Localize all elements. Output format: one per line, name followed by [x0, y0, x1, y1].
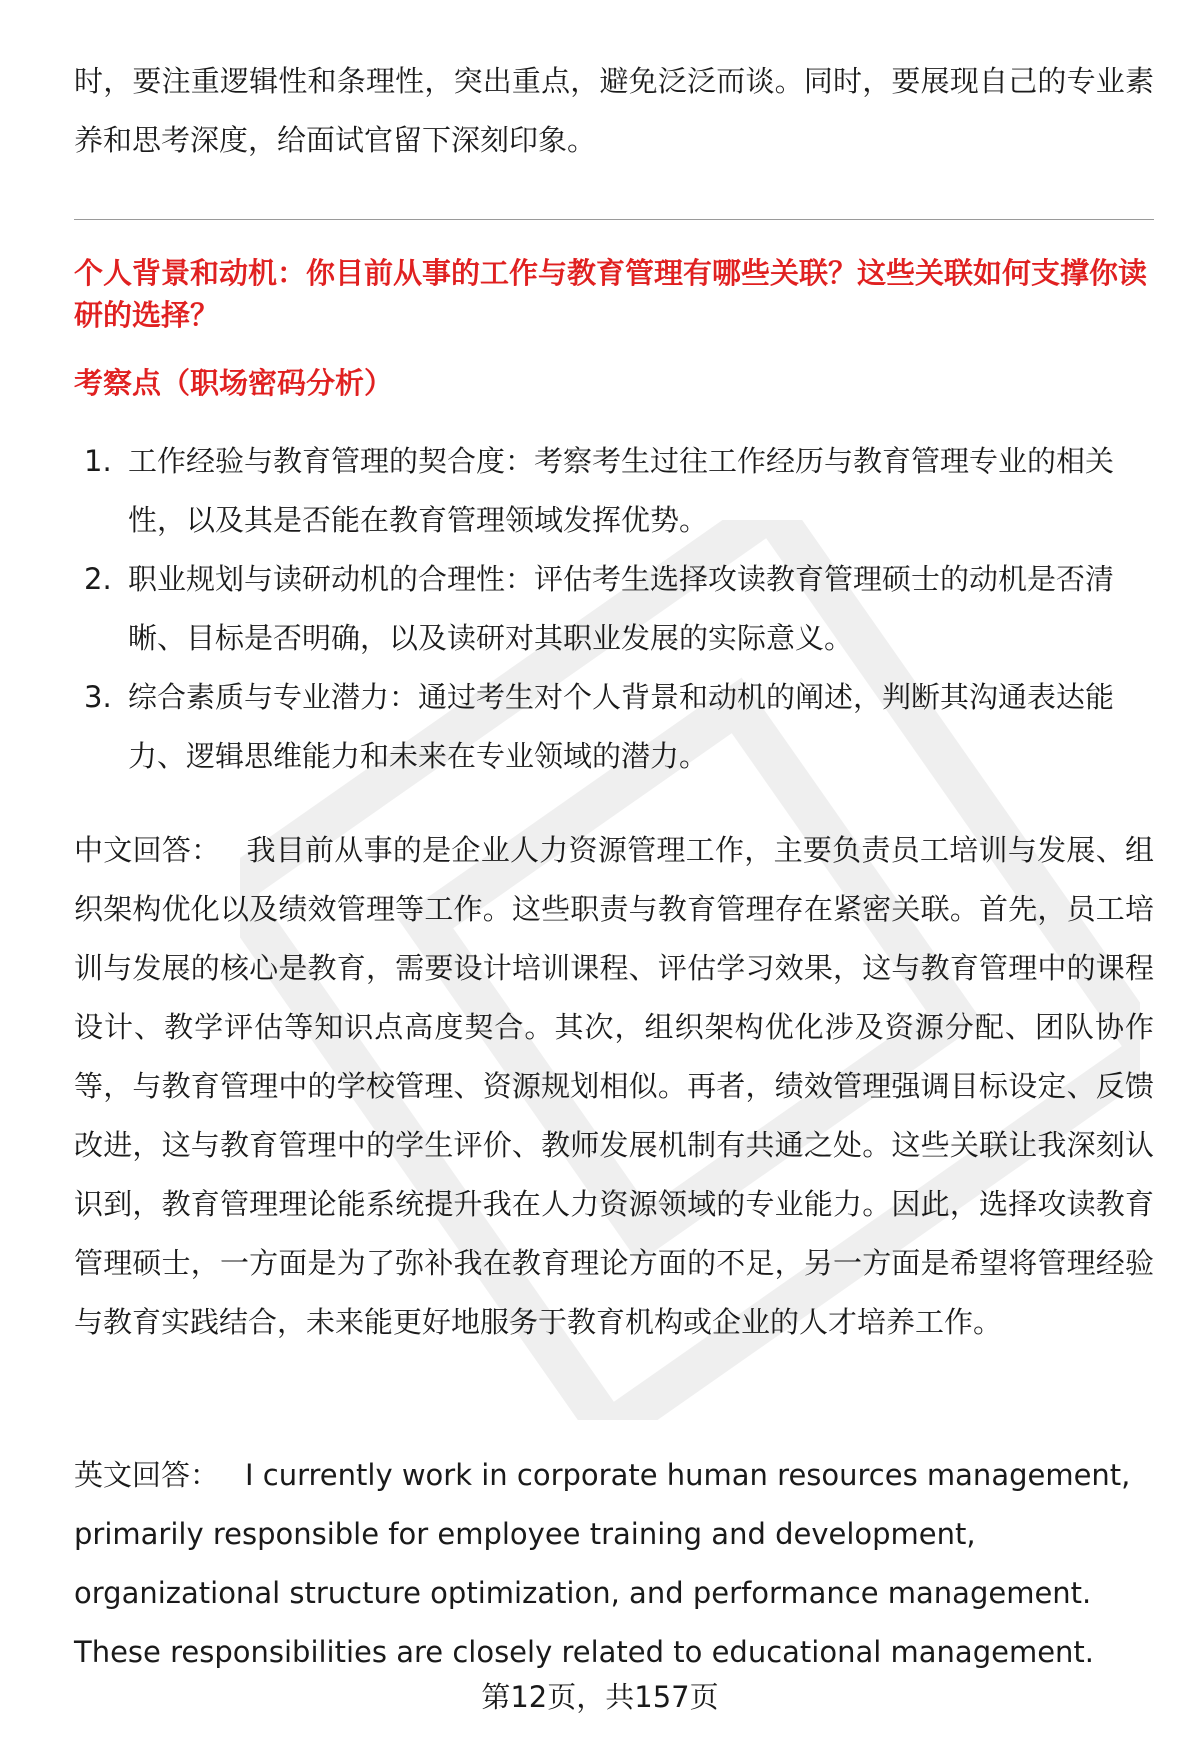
intro-paragraph: 时，要注重逻辑性和条理性，突出重点，避免泛泛而谈。同时，要展现自己的专业素养和思考深度，给面试官留下深刻印象。: [74, 64, 1154, 157]
criteria-item-number: 1.: [84, 444, 112, 478]
criteria-item: [74, 432, 1154, 550]
section-divider: [74, 219, 1154, 220]
criteria-item: [74, 668, 1154, 786]
criteria-item-number: 2.: [84, 562, 112, 596]
criteria-item-text: 工作经验与教育管理的契合度：考察考生过往工作经历与教育管理专业的相关性，以及其是否能在教育管理领域发挥优势。: [128, 444, 1115, 537]
criteria-item-number: 3.: [84, 680, 112, 714]
criteria-item-text: 职业规划与读研动机的合理性：评估考生选择攻读教育管理硕士的动机是否清晰、目标是否明确，以及读研对其职业发展的实际意义。: [128, 562, 1115, 655]
english-answer: [74, 1446, 1154, 1682]
criteria-item: [74, 550, 1154, 668]
english-answer-text: I currently work in corporate human resources management, primarily responsible for employee training and development, organizational structure optimization, and performance management. These responsibilities are closely related to educational management.: [74, 1458, 1131, 1669]
criteria-list: [74, 432, 1154, 786]
chinese-answer-label: 中文回答：: [74, 833, 221, 867]
english-answer-label: 英文回答：: [74, 1458, 220, 1492]
chinese-answer-text: 我目前从事的是企业人力资源管理工作，主要负责员工培训与发展、组织架构优化以及绩效管理等工作。这些职责与教育管理存在紧密关联。首先，员工培训与发展的核心是教育，需要设计培训课程、评估学习效果，这与教育管理中的课程设计、教学评估等知识点高度契合。其次，组织架构优化涉及资源分配、团队协作等，与教育管理中的学校管理、资源规划相似。再者，绩效管理强调目标设定、反馈改进，这与教育管理中的学生评价、教师发展机制有共通之处。这些关联让我深刻认识到，教育管理理论能系统提升我在人力资源领域的专业能力。因此，选择攻读教育管理硕士，一方面是为了弥补我在教育理论方面的不足，另一方面是希望将管理经验与教育实践结合，未来能更好地服务于教育机构或企业的人才培养工作。: [74, 833, 1154, 1339]
question-heading: 个人背景和动机：你目前从事的工作与教育管理有哪些关联？这些关联如何支撑你读研的选择？: [74, 256, 1148, 332]
page-number-footer: 第12页，共157页: [481, 1680, 719, 1714]
criteria-title: 考察点（职场密码分析）: [74, 366, 394, 400]
criteria-item-text: 综合素质与专业潜力：通过考生对个人背景和动机的阐述，判断其沟通表达能力、逻辑思维能力和未来在专业领域的潜力。: [128, 680, 1115, 773]
chinese-answer: [74, 821, 1154, 1352]
